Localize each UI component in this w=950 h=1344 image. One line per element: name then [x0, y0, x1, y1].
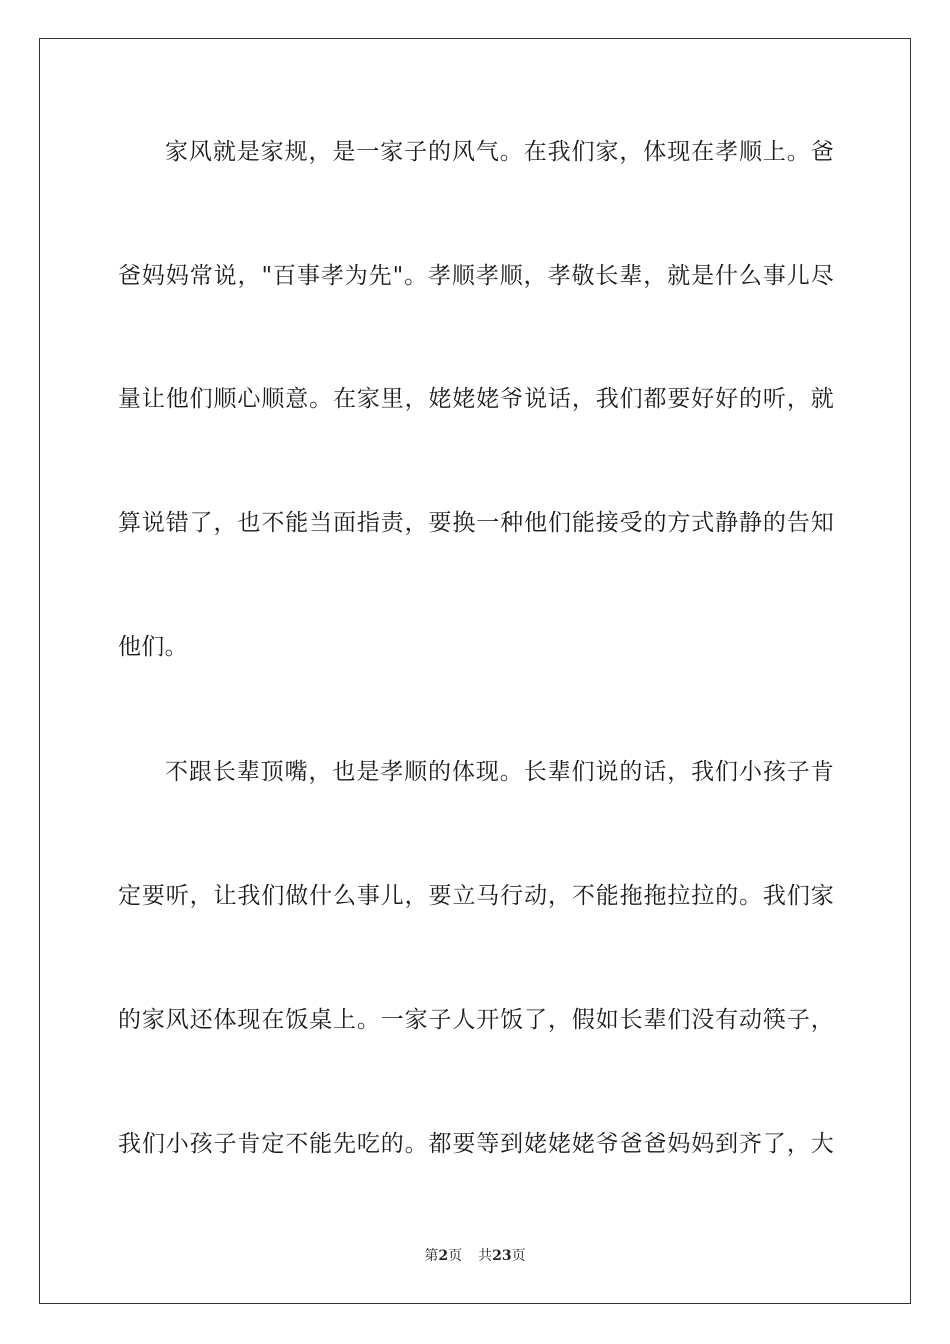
text-line: 不跟长辈顶嘴，也是孝顺的体现。长辈们说的话，我们小孩子肯 [165, 759, 834, 785]
footer-page-suffix: 页 [448, 1248, 463, 1264]
text-line: 爸妈妈常说，"百事孝为先"。孝顺孝顺，孝敬长辈，就是什么事儿尽 [118, 263, 834, 289]
page-border [39, 38, 911, 1304]
text-line: 算说错了，也不能当面指责，要换一种他们能接受的方式静静的告知 [118, 510, 834, 536]
text-line: 量让他们顺心顺意。在家里，姥姥姥爷说话，我们都要好好的听，就 [118, 386, 834, 412]
page-number: 2 [438, 1248, 449, 1264]
text-line: 他们。 [118, 634, 188, 660]
text-line: 家风就是家规，是一家子的风气。在我们家，体现在孝顺上。爸 [165, 139, 834, 165]
total-pages: 23 [492, 1248, 512, 1264]
text-line: 定要听，让我们做什么事儿，要立马行动，不能拖拖拉拉的。我们家 [118, 883, 834, 909]
footer-total-suffix: 页 [511, 1248, 526, 1264]
page-footer [0, 1246, 950, 1266]
footer-total-prefix: 共 [478, 1248, 493, 1264]
footer-prefix: 第 [424, 1248, 439, 1264]
text-line: 的家风还体现在饭桌上。一家子人开饭了，假如长辈们没有动筷子， [118, 1007, 834, 1033]
text-line: 我们小孩子肯定不能先吃的。都要等到姥姥姥爷爸爸妈妈到齐了，大 [118, 1131, 834, 1157]
